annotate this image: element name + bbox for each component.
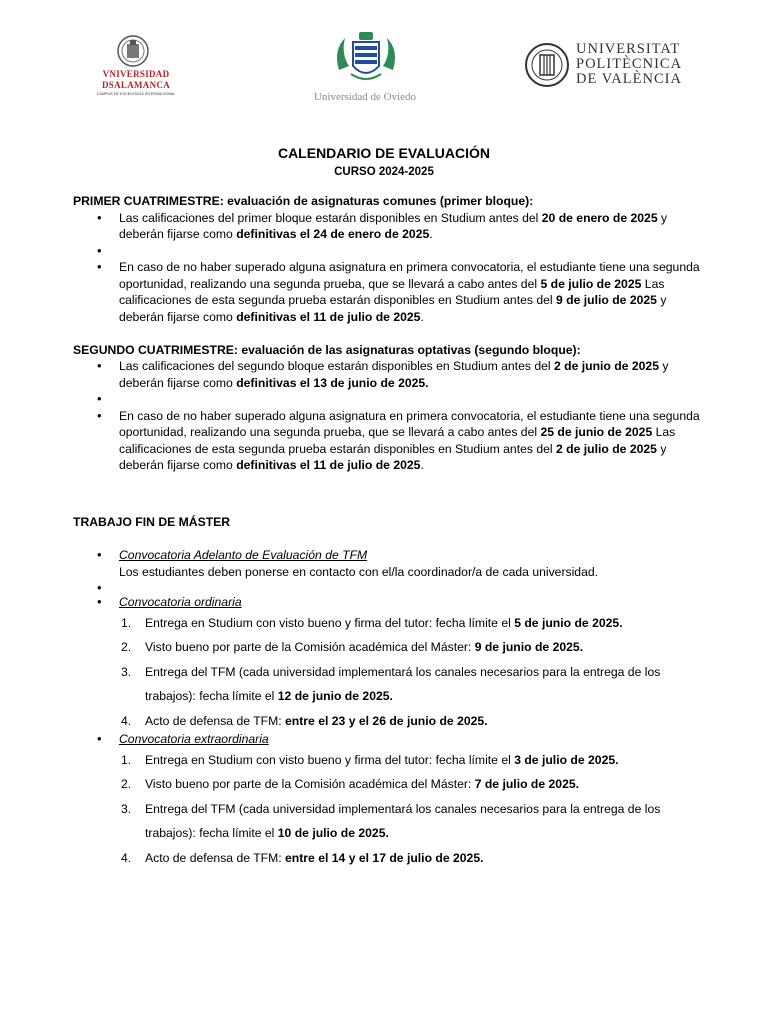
upv-seal-icon <box>524 42 570 88</box>
step-text: Acto de defensa de TFM: <box>145 713 286 728</box>
tfm-list-extra <box>73 731 703 748</box>
extraordinaria-steps <box>99 748 703 871</box>
text-run: . <box>420 458 424 472</box>
upv-name-line3: DE VALÈNCIA <box>576 71 682 87</box>
list-item <box>73 259 703 325</box>
step-number: 4. <box>121 713 132 728</box>
step-text: Entrega en Studium con visto bueno y firma del tutor: fecha límite el <box>145 752 515 767</box>
step-date: 12 de junio de 2025. <box>277 689 393 703</box>
list-item-adelanto <box>73 547 703 580</box>
step-number: 2. <box>121 777 132 791</box>
spacer <box>73 325 703 342</box>
step-text: Acto de defensa de TFM: <box>145 850 286 865</box>
step-date: entre el 23 y el 26 de junio de 2025. <box>285 713 488 728</box>
list-item-ordinaria <box>73 594 703 611</box>
step-item <box>99 748 703 773</box>
step-text: Entrega del TFM (cada universidad implementará los canales necesarios para la entrega de los trabajos): fecha límite el <box>145 801 661 840</box>
step-number: 3. <box>121 801 132 816</box>
text-run: y deberán fijarse como <box>119 293 667 324</box>
text-run: Las calificaciones del primer bloque estarán disponibles en Studium antes del <box>119 210 542 225</box>
step-date: 9 de junio de 2025. <box>474 640 584 654</box>
spacer <box>73 243 703 260</box>
step-date: 5 de junio de 2025. <box>514 615 623 630</box>
date-bold: definitivas el 11 de julio de 2025 <box>236 309 421 324</box>
text-run: . <box>429 227 433 241</box>
step-item <box>99 709 703 734</box>
step-date: 3 de julio de 2025. <box>514 752 619 767</box>
text-run: En caso de no haber superado alguna asignatura en primera convocatoria, el estudiante tiene una segunda oportunidad, realizando una segunda prueba, que se llevará a cabo antes del <box>119 260 700 291</box>
date-bold: 9 de julio de 2025 <box>556 293 657 307</box>
document-body <box>73 193 703 870</box>
date-bold: 2 de junio de 2025 <box>553 359 659 373</box>
tfm-list <box>73 547 703 611</box>
step-date: 10 de julio de 2025. <box>277 826 389 840</box>
step-number: 4. <box>121 850 132 865</box>
convocatoria-title: Convocatoria Adelanto de Evaluación de TFM <box>119 548 368 562</box>
date-bold: 25 de junio de 2025 <box>540 425 653 439</box>
convocatoria-title: Convocatoria ordinaria <box>119 595 242 609</box>
document-subtitle: CURSO 2024-2025 <box>334 166 434 178</box>
step-number: 3. <box>121 664 132 679</box>
text-run: y deberán fijarse como <box>119 441 667 472</box>
usal-name-line2: DSALAMANCA <box>102 80 170 90</box>
spacer <box>73 498 703 515</box>
convocatoria-title: Convocatoria extraordinaria <box>119 732 269 746</box>
ordinaria-steps <box>99 611 703 734</box>
usal-name-line1: VNIVERSIDAD <box>102 69 170 79</box>
text-run: Las calificaciones de esta segunda prueba estarán disponibles en Studium antes del <box>119 276 665 307</box>
section-heading-tfm: TRABAJO FIN DE MÁSTER <box>73 515 231 529</box>
convocatoria-text: Los estudiantes deben ponerse en contacto con el/la coordinador/a de cada universidad. <box>119 564 599 579</box>
text-run: . <box>420 309 424 324</box>
segundo-list <box>73 358 703 474</box>
date-bold: definitivas el 13 de junio de 2025. <box>236 375 429 390</box>
step-number: 1. <box>121 615 132 630</box>
step-number: 1. <box>121 752 132 767</box>
step-text: Entrega del TFM (cada universidad implementará los canales necesarios para la entrega de los trabajos): fecha límite el <box>145 664 661 703</box>
section-heading-segundo: SEGUNDO CUATRIMESTRE: evaluación de las asignaturas optativas (segundo bloque): <box>73 342 581 357</box>
step-text: Entrega en Studium con visto bueno y firma del tutor: fecha límite el <box>145 615 515 630</box>
list-item <box>73 408 703 474</box>
step-date: entre el 14 y el 17 de julio de 2025. <box>285 850 484 865</box>
step-item <box>99 660 703 709</box>
step-item <box>99 797 703 846</box>
list-item <box>73 358 703 391</box>
upv-name-line1: UNIVERSITAT <box>576 41 681 57</box>
usal-logo <box>88 34 184 100</box>
step-number: 2. <box>121 640 132 654</box>
usal-tagline: CAMPUS DE EXCELENCIA INTERNACIONAL <box>96 92 176 96</box>
text-run: y deberán fijarse como <box>119 210 668 241</box>
date-bold: 5 de julio de 2025 <box>540 276 642 291</box>
spacer <box>73 474 703 498</box>
text-run: En caso de no haber superado alguna asignatura en primera convocatoria, el estudiante tiene una segunda oportunidad, realizando una segunda prueba, que se llevará a cabo antes del <box>119 408 700 439</box>
text-run: Las calificaciones del segundo bloque estarán disponibles en Studium antes del <box>119 359 554 373</box>
uniovi-name: Universidad de Oviedo <box>313 91 417 103</box>
list-item-extraordinaria <box>73 731 703 748</box>
uniovi-crest-icon <box>331 30 401 86</box>
step-item <box>99 846 703 871</box>
uniovi-logo <box>305 30 425 106</box>
upv-name-line2: POLITÈCNICA <box>576 56 683 72</box>
step-text: Visto bueno por parte de la Comisión académica del Máster: <box>145 777 475 791</box>
spacer <box>73 580 703 594</box>
step-date: 7 de julio de 2025. <box>474 777 580 791</box>
document-title: CALENDARIO DE EVALUACIÓN <box>277 145 491 161</box>
section-heading-primer: PRIMER CUATRIMESTRE: evaluación de asignaturas comunes (primer bloque): <box>73 194 534 208</box>
primer-list <box>73 210 703 326</box>
text-run: y deberán fijarse como <box>119 359 669 390</box>
step-item <box>99 772 703 797</box>
usal-crest-icon <box>116 34 150 68</box>
step-text: Visto bueno por parte de la Comisión académica del Máster: <box>145 640 475 654</box>
step-item <box>99 611 703 636</box>
step-item <box>99 635 703 660</box>
text-run: Las calificaciones de esta segunda prueba estarán disponibles en Studium antes del <box>119 425 676 456</box>
list-item <box>73 210 703 243</box>
upv-name <box>576 42 682 87</box>
date-bold: 20 de enero de 2025 <box>541 210 658 225</box>
spacer <box>73 391 703 408</box>
spacer <box>73 531 703 548</box>
date-bold: 2 de julio de 2025 <box>556 441 657 456</box>
date-bold: definitivas el 11 de julio de 2025 <box>236 458 421 472</box>
date-bold: definitivas el 24 de enero de 2025 <box>236 227 430 241</box>
upv-logo <box>524 40 684 96</box>
